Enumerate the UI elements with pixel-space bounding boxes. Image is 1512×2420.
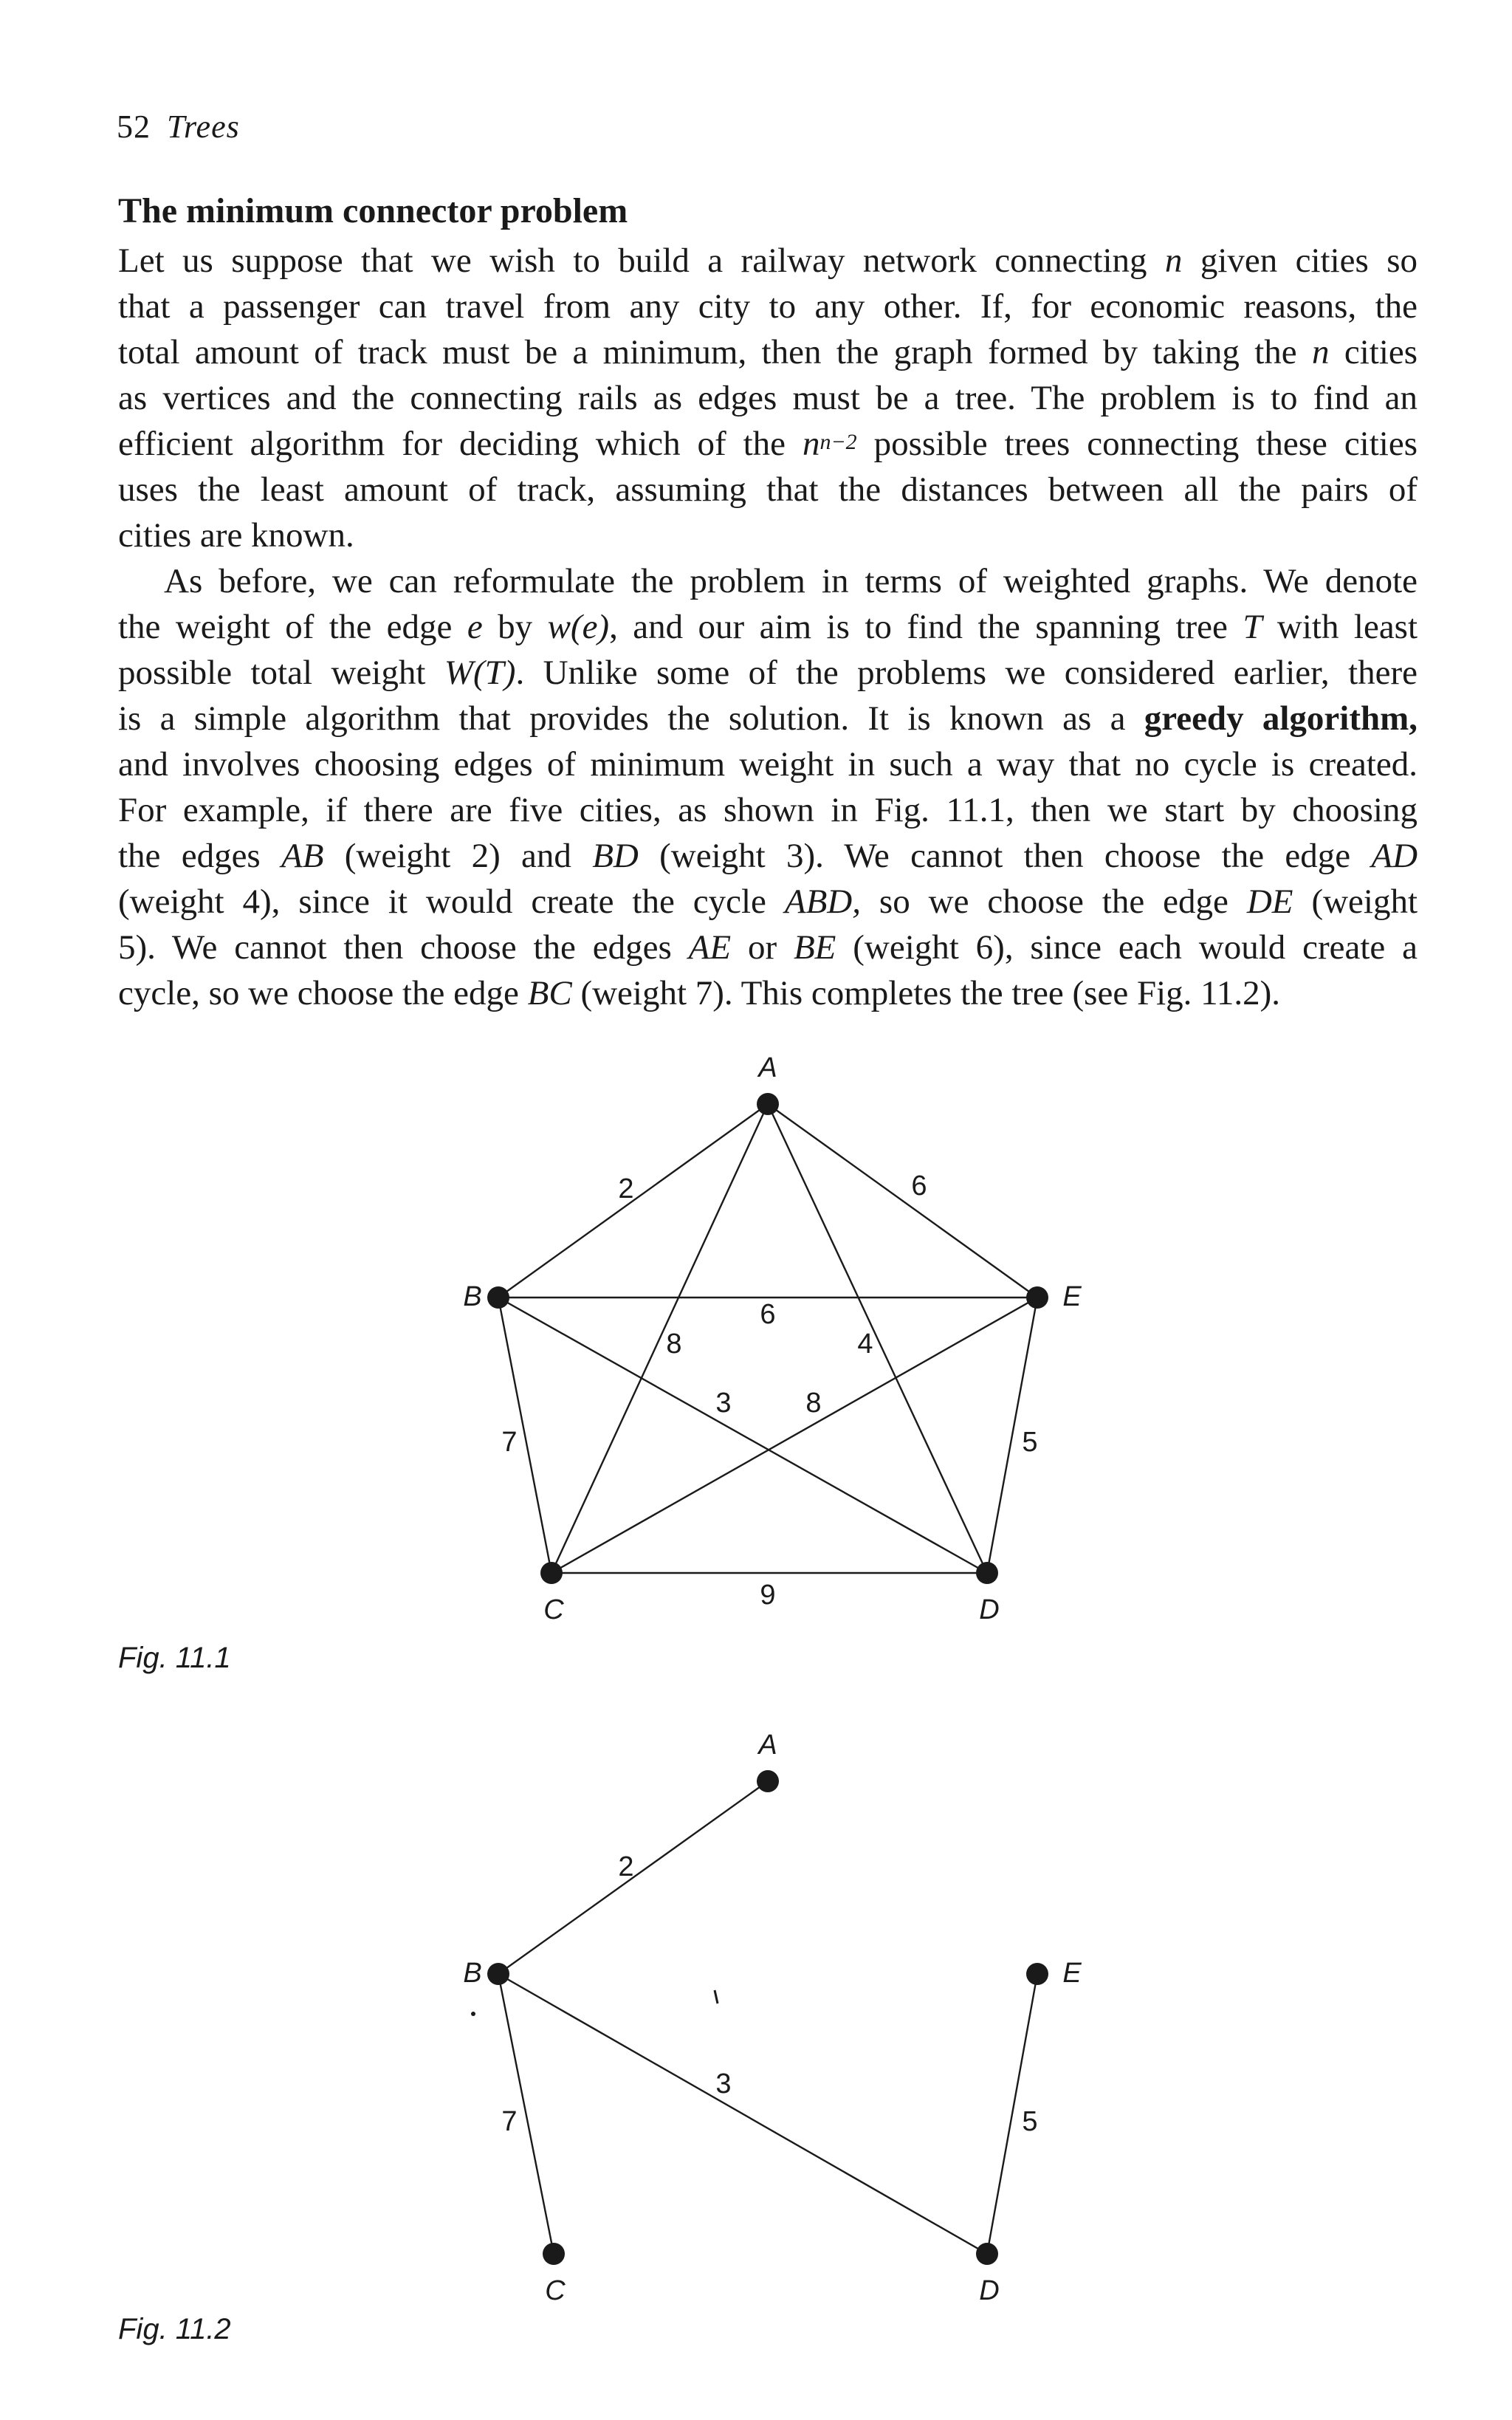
edge-weight-ac: 8: [666, 1329, 682, 1360]
text-line: is a simple algorithm that provides the solution. It is known as a greedy algorithm,: [118, 699, 1418, 738]
vertex-d: [976, 1562, 998, 1584]
scan-speck: [715, 1990, 718, 2003]
edge-ad: [768, 1104, 987, 1573]
text-line: (weight 4), since it would create the cycle ABD, so we choose the edge DE (weight: [118, 882, 1418, 921]
scan-speck: [471, 2012, 475, 2016]
vertex-b: [487, 1963, 509, 1985]
vertex-label-a: A: [758, 1730, 777, 1761]
text-line: possible total weight W(T). Unlike some of the problems we considered earlier, there: [118, 654, 1418, 692]
vertex-b: [487, 1286, 509, 1309]
running-title: Trees: [167, 109, 240, 145]
edge-weight-ad: 4: [857, 1329, 873, 1360]
text-line: and involves choosing edges of minimum weight in such a way that no cycle is created.: [118, 745, 1418, 784]
vertex-e: [1026, 1286, 1048, 1309]
vertex-label-b: B: [463, 1958, 482, 1989]
vertex-a: [757, 1093, 779, 1115]
vertex-label-e: E: [1062, 1958, 1082, 1989]
vertex-c: [543, 2243, 565, 2265]
figure-11-2-graph: [463, 1730, 1082, 2306]
figure-11-1-caption: Fig. 11.1: [118, 1642, 231, 1674]
vertex-label-a: A: [758, 1052, 777, 1083]
vertex-label-c: C: [545, 2275, 566, 2306]
edge-weight-bc: 7: [501, 2106, 518, 2137]
page-number: 52: [117, 109, 151, 145]
vertex-label-c: C: [543, 1594, 564, 1625]
text-line: that a passenger can travel from any city to any other. If, for economic reasons, the: [118, 287, 1418, 326]
edge-bd: [498, 1974, 987, 2254]
figure-11-1-graph: [463, 1052, 1082, 1625]
text-line: the edges AB (weight 2) and BD (weight 3). We cannot then choose the edge AD: [118, 837, 1418, 875]
text-line: uses the least amount of track, assuming that the distances between all the pairs of: [118, 470, 1418, 509]
edge-weight-ab: 2: [618, 1851, 634, 1882]
section-title: The minimum connector problem: [118, 191, 628, 230]
figure-11-2-caption: Fig. 11.2: [118, 2313, 231, 2345]
edge-weight-be: 6: [760, 1299, 776, 1330]
edge-weight-ab: 2: [618, 1173, 634, 1204]
text-line: cycle, so we choose the edge BC (weight 7). This completes the tree (see Fig. 11.2).: [118, 974, 1281, 1012]
vertex-e: [1026, 1963, 1048, 1985]
vertex-label-d: D: [979, 2275, 1000, 2306]
text-line: 5). We cannot then choose the edges AE or BE (weight 6), since each would create a: [118, 928, 1418, 967]
edge-weight-ce: 8: [805, 1388, 822, 1419]
text-line: efficient algorithm for deciding which of the $n^{n-2}$ possible trees connecting these cities: [118, 425, 1418, 463]
vertex-label-e: E: [1062, 1281, 1082, 1312]
edge-ce: [551, 1298, 1037, 1573]
vertex-d: [976, 2243, 998, 2265]
edge-ae: [768, 1104, 1037, 1298]
vertex-a: [757, 1770, 779, 1792]
edge-bd: [498, 1298, 987, 1573]
edge-weight-bc: 7: [501, 1427, 518, 1458]
text-line: cities are known.: [118, 516, 354, 555]
text-line: total amount of track must be a minimum, then the graph formed by taking the n cities: [118, 333, 1418, 371]
text-line: As before, we can reformulate the problem in terms of weighted graphs. We denote: [164, 562, 1418, 600]
edge-weight-bd: 3: [715, 1388, 732, 1419]
edge-weight-ae: 6: [911, 1170, 927, 1202]
vertex-c: [540, 1562, 563, 1584]
edge-weight-de: 5: [1022, 1427, 1038, 1458]
text-line: For example, if there are five cities, as shown in Fig. 11.1, then we start by choosing: [118, 791, 1418, 829]
text-line: as vertices and the connecting rails as edges must be a tree. The problem is to find an: [118, 379, 1418, 417]
text-line: the weight of the edge e by w(e), and our aim is to find the spanning tree T with least: [118, 608, 1418, 646]
vertex-label-d: D: [979, 1594, 1000, 1625]
edge-ac: [551, 1104, 768, 1573]
edge-weight-bd: 3: [715, 2068, 732, 2099]
vertex-label-b: B: [463, 1281, 482, 1312]
text-line: Let us suppose that we wish to build a railway network connecting n given cities so: [118, 241, 1418, 280]
edge-weight-cd: 9: [760, 1580, 776, 1611]
edge-weight-de: 5: [1022, 2106, 1038, 2137]
